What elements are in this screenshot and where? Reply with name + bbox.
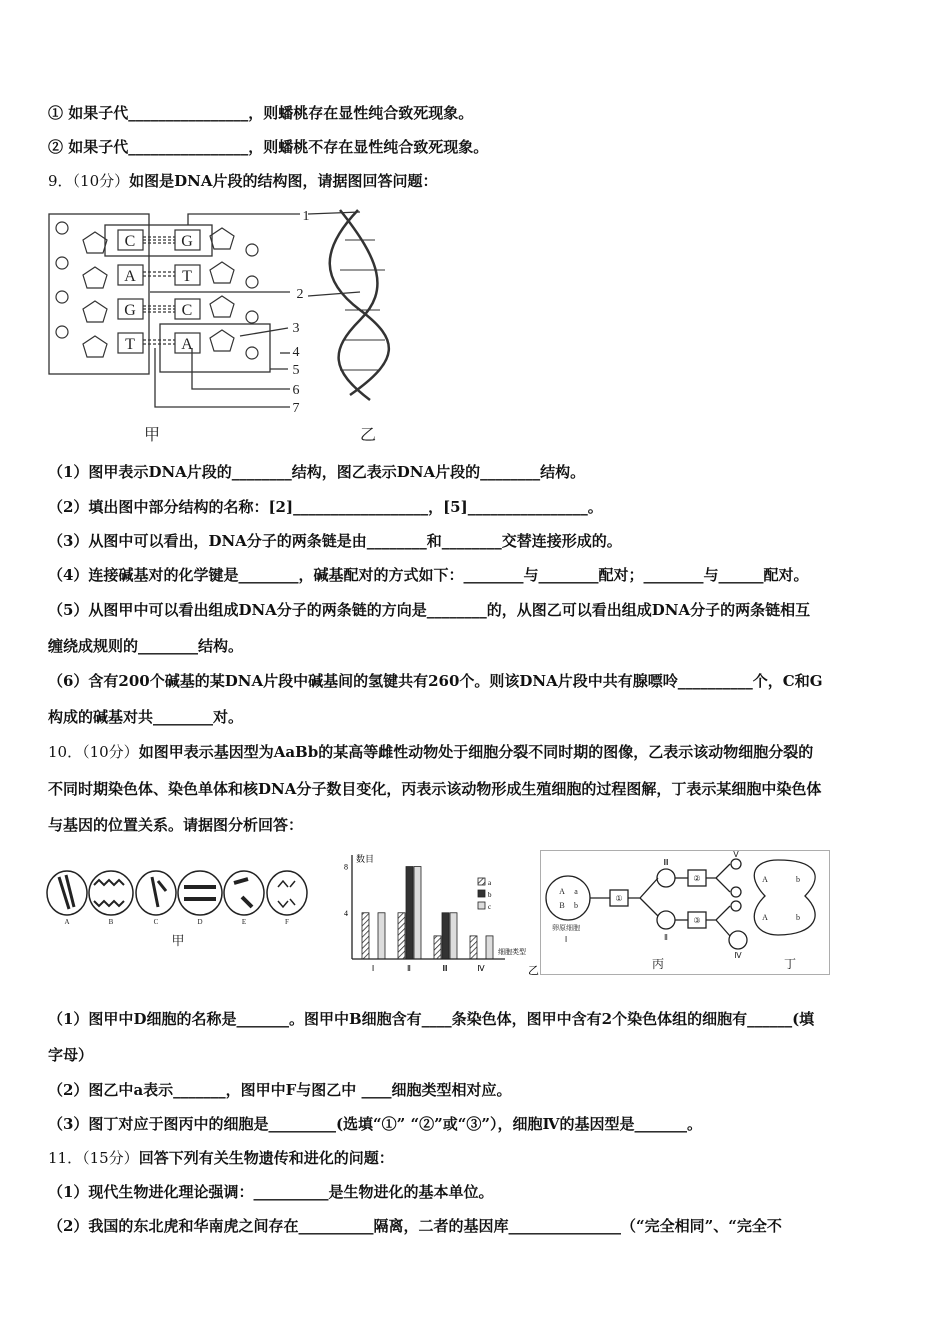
- legend-label-c: c: [488, 903, 492, 911]
- q10-stem-2: 不同时期染色体、染色单体和核DNA分子数目变化，丙表示该动物形成生殖细胞的过程图解，丁表示某细胞中染色体: [48, 780, 822, 798]
- callout-4: 4: [292, 345, 300, 360]
- q11-sub-1: （1）现代生物进化理论强调：__________是生物进化的基本单位。: [48, 1183, 494, 1201]
- cell-label-f: F: [285, 918, 289, 926]
- step-3: ③: [693, 916, 701, 925]
- ding-gene-3: A: [762, 913, 768, 922]
- q9-sub-1: （1）图甲表示DNA片段的________结构，图乙表示DNA片段的________结构。: [48, 463, 586, 481]
- x-tick-label: Ⅰ: [371, 964, 375, 973]
- callout-1: 1: [302, 209, 310, 224]
- base-left-3: G: [124, 302, 136, 319]
- q10-number: 10．（10分）: [48, 743, 139, 761]
- q10-heading: [48, 742, 813, 762]
- q9-sub-2: （2）填出图中部分结构的名称：[2]__________________，[5]________________。: [48, 498, 603, 516]
- base-left-2: A: [124, 268, 136, 285]
- y-axis-label: 数目: [356, 854, 375, 864]
- q10-stem-1: 如图甲表示基因型为AaBb的某高等雌性动物处于细胞分裂不同时期的图像，乙表示该动物细胞分裂的: [138, 743, 814, 761]
- callout-7: 7: [292, 401, 300, 416]
- roman-1: Ⅰ: [564, 935, 568, 944]
- oogenesis-diagram-bing: [540, 850, 830, 975]
- ding-gene-1: A: [762, 875, 768, 884]
- roman-4: Ⅳ: [734, 951, 742, 960]
- gene-a: a: [574, 887, 578, 896]
- figure-label-bing: 丙: [651, 957, 665, 971]
- y-tick-label: 8: [344, 862, 348, 872]
- gene-A: A: [559, 887, 565, 896]
- base-right-4: A: [181, 336, 193, 353]
- cell-division-figure-jia: [44, 865, 314, 955]
- y-tick-label: 4: [344, 908, 348, 918]
- figure-label-jia: 甲: [143, 427, 161, 444]
- x-axis-label: 细胞类型: [498, 948, 526, 956]
- oogonium-label: 卵原细胞: [552, 924, 580, 932]
- q9-sub-4: （4）连接碱基对的化学键是________，碱基配对的方式如下：________与________配对；________与______配对。: [48, 566, 809, 584]
- base-left-4: T: [125, 336, 135, 353]
- cell-label-c: C: [153, 918, 159, 926]
- q9-number: 9．（10分）: [48, 172, 130, 190]
- q11-stem: 回答下列有关生物遗传和进化的问题：: [138, 1149, 394, 1167]
- q10-sub-3: （3）图丁对应于图丙中的细胞是_________(选填“①” “②”或“③”），细胞Ⅳ的基因型是_______。: [48, 1115, 703, 1133]
- bar-a-2: [398, 913, 405, 959]
- bar-b-3: [442, 913, 449, 959]
- base-right-3: C: [181, 302, 193, 319]
- q9-sub-5a: （5）从图甲中可以看出组成DNA分子的两条链的方向是________的，从图乙可以看出组成DNA分子的两条链相互: [48, 601, 811, 619]
- roman-3: Ⅲ: [663, 858, 669, 867]
- legend-swatch-c: [478, 902, 485, 909]
- bar-a-4: [470, 936, 477, 959]
- figure-label-yi: 乙: [528, 965, 539, 975]
- q9-sub-6b: 构成的碱基对共________对。: [48, 708, 244, 726]
- x-tick-label: Ⅲ: [442, 964, 448, 973]
- base-right-1: G: [181, 233, 193, 250]
- step-1: ①: [615, 894, 623, 903]
- bar-c-1: [378, 913, 385, 959]
- base-left-1: C: [124, 233, 136, 250]
- q9-sub-3: （3）从图中可以看出，DNA分子的两条链是由________和________交替连接形成的。: [48, 532, 622, 550]
- cell-label-b: B: [108, 918, 114, 926]
- q9-sub-6a: （6）含有200个碱基的某DNA片段中碱基间的氢键共有260个。则该DNA片段中共有腺嘌呤__________个，C和G: [48, 672, 823, 690]
- callout-2: 2: [296, 287, 304, 302]
- gene-B: B: [559, 901, 565, 910]
- q9-sub-5b: 缠绕成规则的________结构。: [48, 637, 244, 655]
- roman-5: Ⅴ: [733, 850, 739, 859]
- q8-line-1: ① 如果子代________________，则蟠桃存在显性纯合致死现象。: [48, 104, 474, 122]
- ding-gene-2: b: [796, 875, 800, 884]
- bar-b-2: [406, 867, 413, 959]
- callout-5: 5: [292, 363, 300, 378]
- callout-3: 3: [292, 321, 300, 336]
- x-tick-label: Ⅳ: [477, 964, 485, 973]
- dna-structure-figure: [40, 200, 420, 450]
- bar-a-1: [362, 913, 369, 959]
- q9-heading: [48, 171, 438, 191]
- q10-sub-1a: （1）图甲中D细胞的名称是_______。图甲中B细胞含有____条染色体，图甲中含有2个染色体组的细胞有______(填: [48, 1010, 815, 1028]
- bar-a-3: [434, 936, 441, 959]
- q11-number: 11．（15分）: [48, 1149, 139, 1167]
- legend-label-a: a: [488, 879, 492, 887]
- q11-heading: [48, 1148, 394, 1168]
- figure-label-yi: 乙: [359, 427, 377, 444]
- cell-label-a: A: [64, 918, 70, 926]
- bar-c-3: [450, 913, 457, 959]
- base-right-2: T: [182, 268, 192, 285]
- bar-c-2: [414, 867, 421, 959]
- q10-stem-3: 与基因的位置关系。请据图分析回答：: [48, 816, 304, 834]
- ding-gene-4: b: [796, 913, 800, 922]
- q8-line-2: ② 如果子代________________，则蟠桃不存在显性纯合致死现象。: [48, 138, 489, 156]
- q11-sub-2: （2）我国的东北虎和华南虎之间存在__________隔离，二者的基因库_______________（“完全相同”、“完全不: [48, 1217, 782, 1235]
- q9-stem: 如图是DNA片段的结构图，请据图回答问题：: [129, 172, 438, 190]
- roman-2: Ⅱ: [664, 933, 668, 942]
- step-2: ②: [693, 874, 701, 883]
- figure-label-ding: 丁: [783, 957, 797, 971]
- callout-6: 6: [292, 383, 300, 398]
- bar-c-4: [486, 936, 493, 959]
- cell-label-e: E: [241, 918, 247, 926]
- q10-sub-1b: 字母）: [48, 1046, 94, 1064]
- legend-swatch-b: [478, 890, 485, 897]
- legend-label-b: b: [488, 891, 492, 899]
- figure-label-jia: 甲: [171, 933, 185, 948]
- x-tick-label: Ⅱ: [407, 964, 411, 973]
- cell-label-d: D: [197, 918, 203, 926]
- chromosome-count-bar-chart: [330, 850, 540, 975]
- legend-swatch-a: [478, 878, 485, 885]
- q10-sub-2: （2）图乙中a表示_______，图甲中F与图乙中 ____细胞类型相对应。: [48, 1081, 512, 1099]
- gene-b: b: [574, 901, 578, 910]
